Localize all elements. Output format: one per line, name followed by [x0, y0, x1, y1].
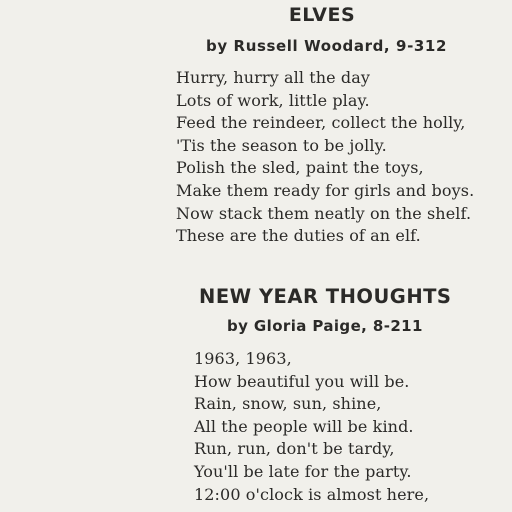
poem-byline-new-year-thoughts: by Gloria Paige, 8-211 [227, 317, 423, 335]
poem-byline-elves: by Russell Woodard, 9-312 [206, 37, 448, 55]
poem-line: 'Tis the season to be jolly. [176, 135, 387, 155]
poem-line: These are the duties of an elf. [176, 226, 421, 246]
poem-body-new-year-thoughts [194, 348, 429, 506]
poem-line: Rain, snow, sun, shine, [194, 394, 382, 414]
poem-line: Now stack them neatly on the shelf. [176, 203, 472, 223]
poem-line: How beautiful you will be. [194, 371, 410, 391]
poem-line: Hurry, hurry all the day [176, 68, 371, 87]
poem-body-elves [176, 67, 474, 248]
poem-line: You'll be late for the party. [194, 461, 412, 481]
poem-line: 12:00 o'clock is almost here, [194, 484, 430, 504]
poem-line: Feed the reindeer, collect the holly, [176, 113, 466, 133]
poem-title-elves: ELVES [288, 4, 356, 26]
poem-line: Make them ready for girls and boys. [176, 180, 475, 200]
poem-line: Run, run, don't be tardy, [194, 439, 395, 459]
poem-line: 1963, 1963, [194, 349, 292, 368]
poem-line: Polish the sled, paint the toys, [176, 158, 424, 178]
poem-line: All the people will be kind. [194, 416, 414, 436]
poem-line: Lots of work, little play. [176, 90, 370, 110]
poem-title-new-year-thoughts: NEW YEAR THOUGHTS [199, 285, 452, 308]
